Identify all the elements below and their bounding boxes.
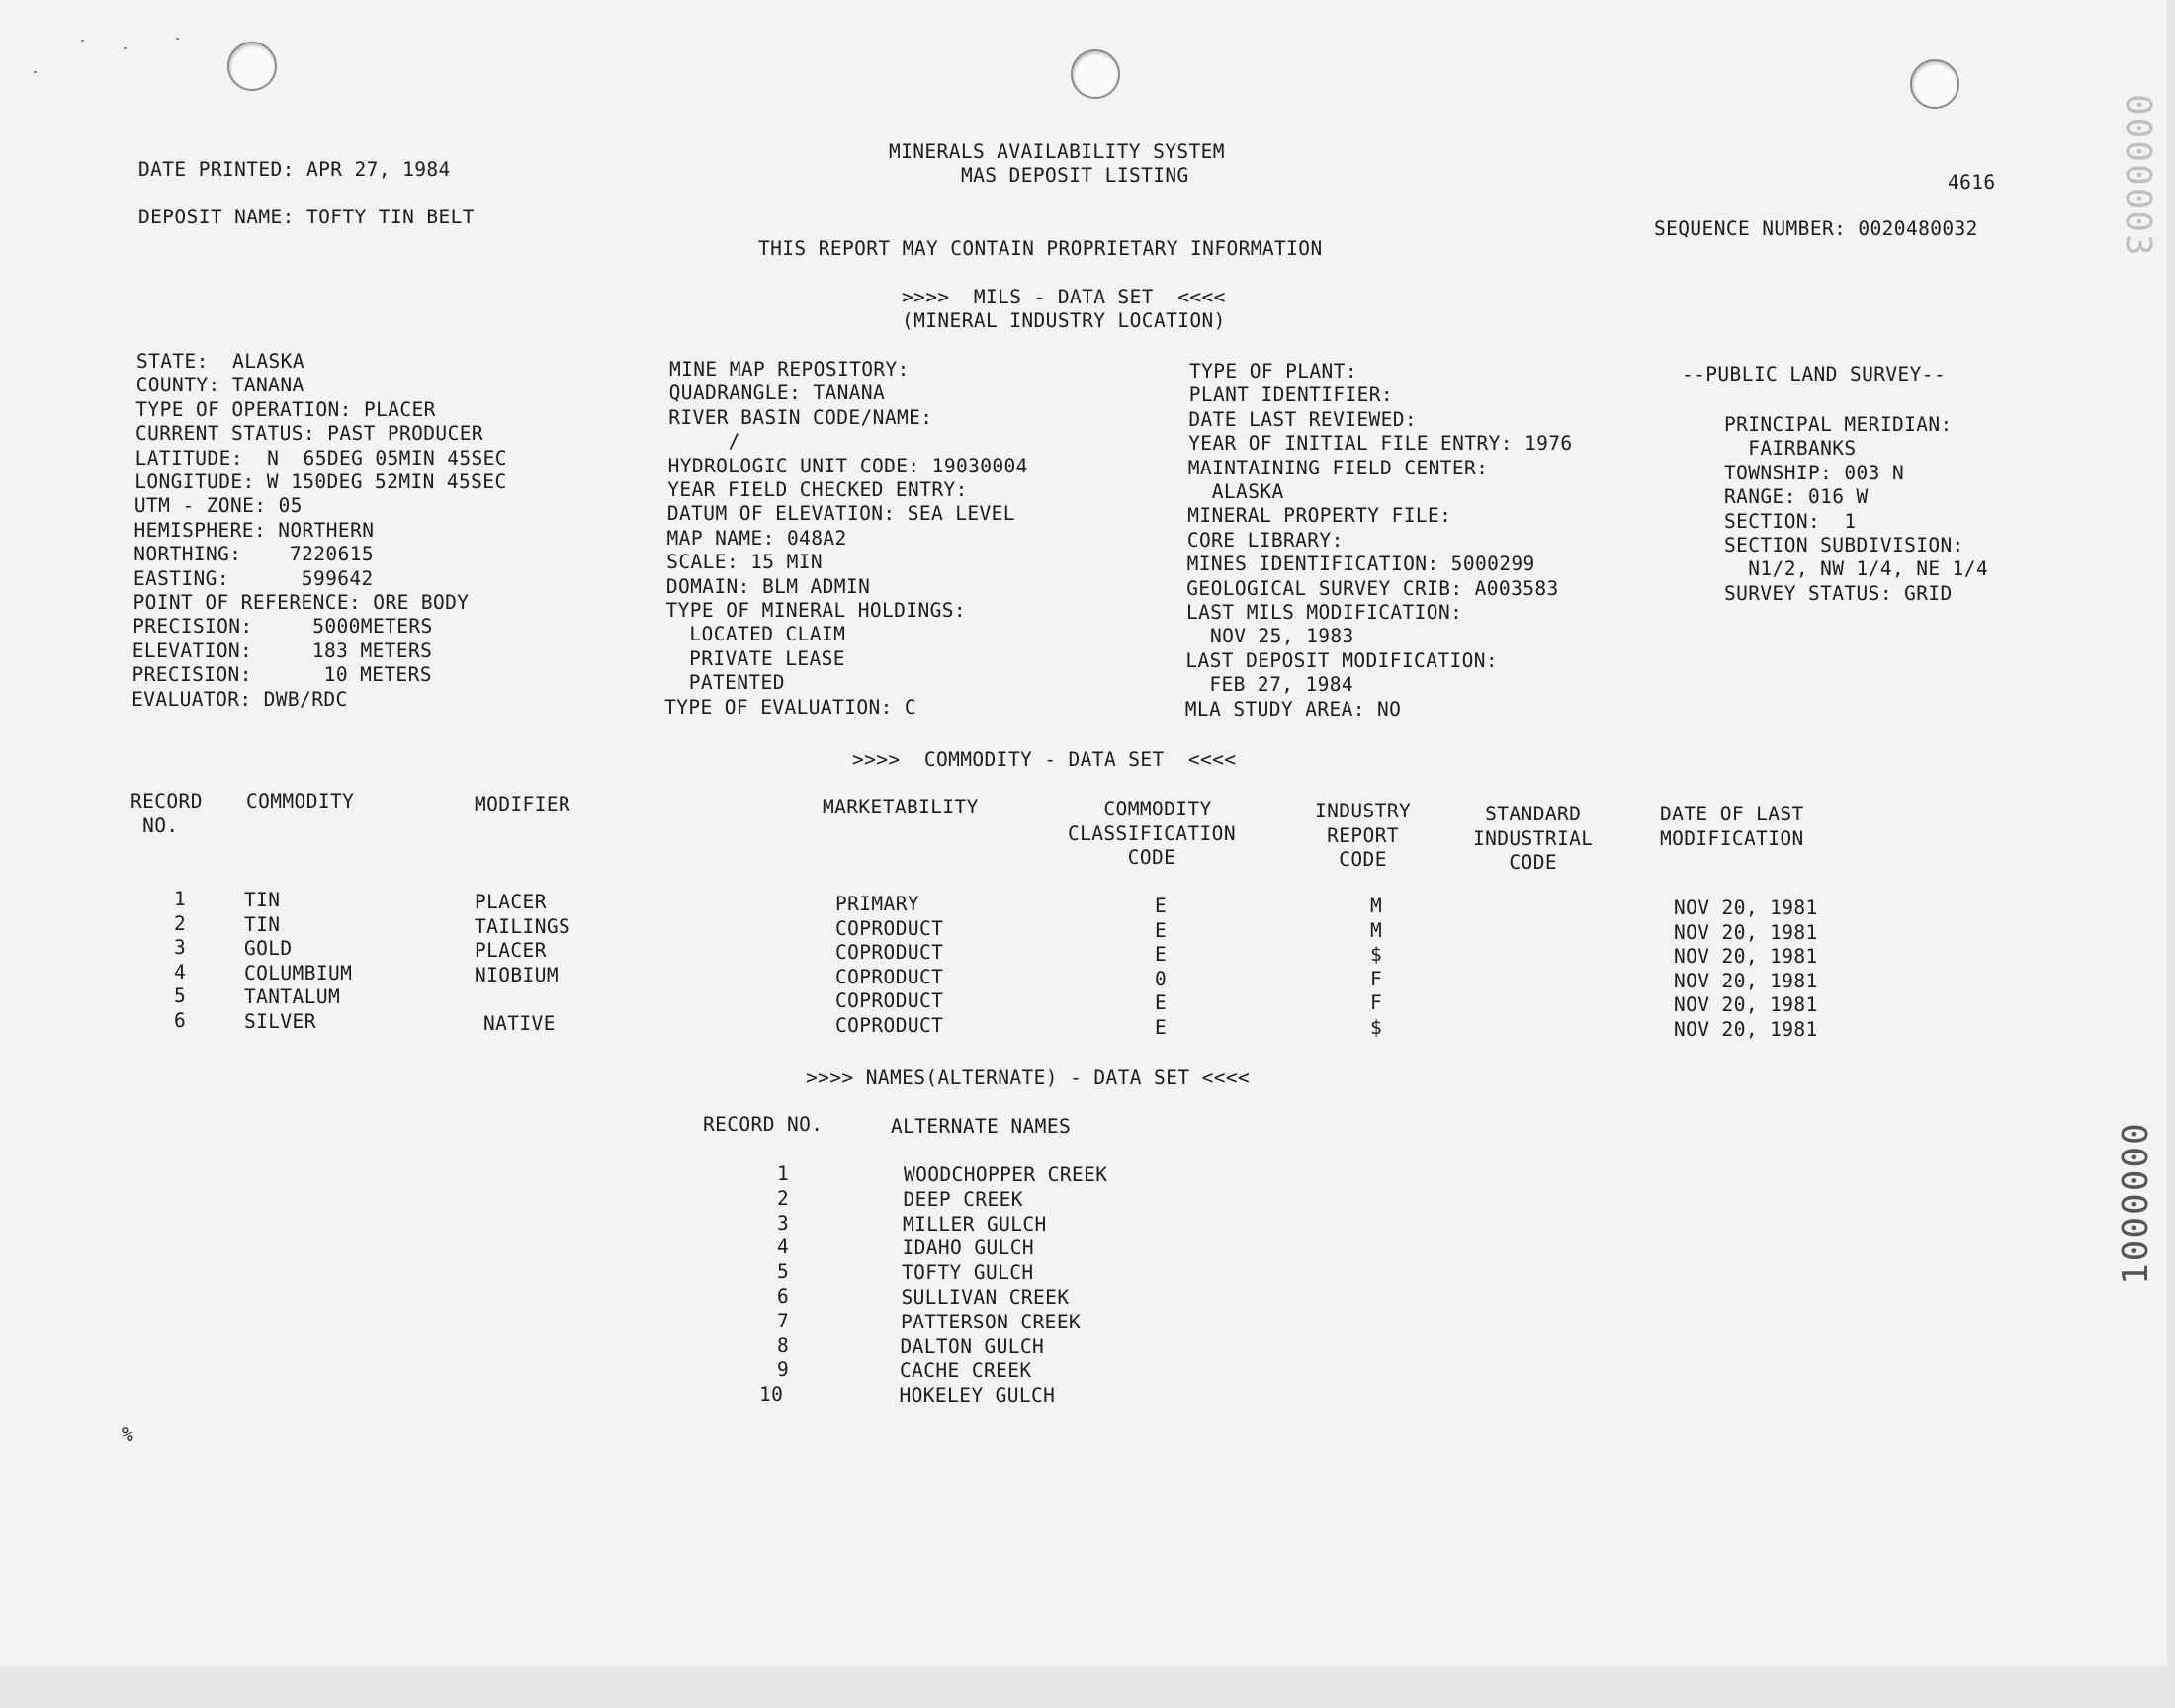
punch-hole-left [227, 42, 277, 91]
location-field: MINES IDENTIFICATION: 5000299 [1186, 553, 1535, 576]
location-field: GEOLOGICAL SURVEY CRIB: A003583 [1186, 576, 1559, 600]
location-field: MAP NAME: 048A2 [666, 526, 847, 550]
commodity-classification-code: 0 [1155, 967, 1168, 990]
commodity-modification-date: NOV 20, 1981 [1674, 945, 1818, 969]
header-standard-industrial-code: STANDARD INDUSTRIAL CODE [1473, 803, 1594, 874]
location-field: PRECISION: 10 METERS [131, 663, 432, 687]
location-field: NORTHING: 7220615 [133, 543, 374, 566]
commodity-name: SILVER [244, 1010, 316, 1033]
land-survey-title: --PUBLIC LAND SURVEY-- [1682, 363, 1947, 385]
system-title: MINERALS AVAILABILITY SYSTEM [889, 140, 1225, 163]
header-industry-report-code: INDUSTRY REPORT CODE [1315, 800, 1412, 871]
commodity-classification-code: E [1155, 1016, 1168, 1039]
location-field: LOCATED CLAIM [665, 623, 846, 646]
commodity-modifier: TAILINGS [475, 914, 571, 938]
location-field: CORE LIBRARY: [1186, 528, 1344, 552]
location-field: HYDROLOGIC UNIT CODE: 19030004 [667, 454, 1028, 477]
header-marketability: MARKETABILITY [823, 796, 979, 818]
location-field: LATITUDE: N 65DEG 05MIN 45SEC [134, 446, 507, 470]
commodity-marketability: COPRODUCT [835, 989, 944, 1013]
location-field: LONGITUDE: W 150DEG 52MIN 45SEC [134, 470, 507, 493]
commodity-modifier: NIOBIUM [475, 963, 559, 986]
listing-title: MAS DEPOSIT LISTING [961, 164, 1189, 187]
names-record-no: 4 [777, 1236, 790, 1259]
commodity-report-code: M [1370, 918, 1383, 942]
punch-hole-center [1071, 49, 1120, 99]
location-field: UTM - ZONE: 05 [133, 494, 303, 518]
commodity-marketability: COPRODUCT [835, 965, 944, 988]
side-stamp-number: 1000000 [2116, 1121, 2156, 1285]
alternate-name: TOFTY GULCH [902, 1261, 1034, 1285]
commodity-report-code: $ [1370, 943, 1383, 967]
alternate-name: MILLER GULCH [903, 1212, 1047, 1236]
commodity-record-no: 2 [174, 911, 187, 935]
location-field: TYPE OF OPERATION: PLACER [135, 397, 436, 421]
land-survey-field: RANGE: 016 W [1724, 485, 1869, 509]
location-field: TYPE OF MINERAL HOLDINGS: [665, 599, 966, 622]
header-date-of-last-modification: DATE OF LAST MODIFICATION [1660, 803, 1804, 850]
location-field: LAST DEPOSIT MODIFICATION: [1185, 648, 1499, 672]
commodity-report-code: $ [1370, 1016, 1383, 1039]
mils-subtitle: (MINERAL INDUSTRY LOCATION) [902, 309, 1226, 332]
location-field: DATUM OF ELEVATION: SEA LEVEL [666, 502, 1015, 526]
location-field: ALASKA [1187, 480, 1284, 503]
commodity-name: COLUMBIUM [244, 961, 353, 984]
location-field: FEB 27, 1984 [1185, 673, 1354, 697]
location-field: YEAR OF INITIAL FILE ENTRY: 1976 [1188, 432, 1573, 456]
location-field: EVALUATOR: DWB/RDC [131, 687, 348, 711]
commodity-marketability: COPRODUCT [835, 916, 944, 940]
names-record-no: 3 [777, 1211, 790, 1235]
location-field: MAINTAINING FIELD CENTER: [1187, 456, 1489, 479]
date-printed: DATE PRINTED: APR 27, 1984 [138, 158, 451, 181]
names-record-no: 8 [777, 1333, 790, 1357]
location-field: CURRENT STATUS: PAST PRODUCER [134, 422, 483, 446]
land-survey-field: FAIRBANKS [1724, 437, 1857, 461]
commodity-name: TIN [244, 912, 281, 936]
alternate-name: DEEP CREEK [903, 1187, 1023, 1211]
header-modifier: MODIFIER [475, 793, 571, 815]
commodity-name: GOLD [244, 937, 293, 961]
sequence-number: SEQUENCE NUMBER: 0020480032 [1654, 217, 1978, 240]
side-stamp-faint-number: 0000003 [2118, 94, 2158, 258]
land-survey-field: SECTION: 1 [1724, 509, 1857, 533]
commodity-record-no: 3 [174, 936, 187, 960]
location-field: STATE: ALASKA [136, 350, 304, 373]
commodity-modification-date: NOV 20, 1981 [1674, 920, 1818, 944]
land-survey-field: SECTION SUBDIVISION: [1724, 534, 1964, 556]
location-field: ELEVATION: 183 METERS [131, 639, 433, 662]
commodity-classification-code: E [1155, 991, 1168, 1015]
commodity-report-code: M [1370, 895, 1383, 917]
names-header-alternate-names: ALTERNATE NAMES [891, 1115, 1072, 1138]
alternate-name: PATTERSON CREEK [901, 1310, 1082, 1333]
header-commodity: COMMODITY [246, 790, 355, 812]
location-field: DATE LAST REVIEWED: [1188, 407, 1418, 431]
location-field: DOMAIN: BLM ADMIN [665, 574, 871, 598]
names-record-no: 9 [777, 1358, 790, 1382]
commodity-modifier: NATIVE [483, 1012, 556, 1035]
speck [124, 47, 127, 49]
commodity-report-code: F [1370, 991, 1383, 1015]
commodity-modification-date: NOV 20, 1981 [1674, 993, 1818, 1017]
speck [34, 71, 37, 73]
page-number: 4616 [1948, 171, 1996, 194]
commodity-record-no: 6 [174, 1009, 187, 1032]
alternate-name: HOKELEY GULCH [899, 1384, 1056, 1408]
location-field: MLA STUDY AREA: NO [1184, 697, 1402, 721]
land-survey-field: TOWNSHIP: 003 N [1724, 461, 1905, 484]
commodity-name: TIN [244, 889, 281, 911]
commodity-modifier: PLACER [475, 891, 547, 913]
commodity-title: >>>> COMMODITY - DATA SET <<<< [852, 748, 1237, 771]
location-field: TYPE OF PLANT: [1189, 360, 1357, 383]
location-field: / [667, 430, 740, 454]
location-field: SCALE: 15 MIN [666, 551, 824, 574]
commodity-classification-code: E [1155, 918, 1168, 942]
commodity-modification-date: NOV 20, 1981 [1674, 1018, 1818, 1041]
commodity-record-no: 5 [174, 984, 187, 1008]
alternate-name: IDAHO GULCH [902, 1237, 1035, 1260]
location-field: PATENTED [664, 671, 785, 695]
names-record-no: 1 [777, 1162, 790, 1185]
commodity-record-no: 4 [174, 960, 187, 983]
location-field: RIVER BASIN CODE/NAME: [668, 405, 933, 429]
alternate-name: CACHE CREEK [900, 1359, 1032, 1383]
names-title: >>>> NAMES(ALTERNATE) - DATA SET <<<< [806, 1067, 1251, 1089]
footer-percent-mark: % [122, 1423, 134, 1446]
location-field: LAST MILS MODIFICATION: [1186, 601, 1463, 624]
deposit-name: DEPOSIT NAME: TOFTY TIN BELT [138, 206, 475, 228]
location-field: MINE MAP REPOSITORY: [669, 358, 910, 381]
location-field: NOV 25, 1983 [1185, 625, 1354, 648]
commodity-modifier: PLACER [475, 939, 547, 963]
header-classification-code: COMMODITY CLASSIFICATION CODE [1068, 798, 1236, 869]
commodity-classification-code: E [1155, 895, 1168, 917]
land-survey-field: N1/2, NW 1/4, NE 1/4 [1724, 557, 1989, 581]
land-survey-field: SURVEY STATUS: GRID [1724, 581, 1953, 605]
names-record-no: 6 [777, 1285, 790, 1308]
commodity-marketability: COPRODUCT [835, 941, 944, 965]
commodity-marketability: PRIMARY [835, 893, 919, 915]
land-survey-field: PRINCIPAL MERIDIAN: [1724, 413, 1953, 436]
punch-hole-right [1910, 59, 1959, 109]
alternate-name: WOODCHOPPER CREEK [904, 1163, 1108, 1186]
commodity-classification-code: E [1155, 943, 1168, 967]
names-record-no: 5 [777, 1260, 790, 1284]
location-field: QUADRANGLE: TANANA [668, 382, 886, 405]
location-field: PRECISION: 5000METERS [132, 615, 433, 639]
names-record-no: 2 [777, 1186, 790, 1210]
commodity-modification-date: NOV 20, 1981 [1674, 969, 1818, 992]
location-field: YEAR FIELD CHECKED ENTRY: [667, 478, 968, 501]
location-field: HEMISPHERE: NORTHERN [133, 518, 375, 542]
location-field: TYPE OF EVALUATION: C [664, 695, 917, 719]
names-record-no: 7 [777, 1309, 790, 1332]
location-field: PRIVATE LEASE [664, 646, 845, 670]
location-field: MINERAL PROPERTY FILE: [1187, 504, 1452, 528]
commodity-report-code: F [1370, 967, 1383, 990]
speck [176, 38, 179, 40]
header-record-no: RECORD NO. [130, 790, 203, 837]
location-field: PLANT IDENTIFIER: [1188, 384, 1394, 407]
location-field: EASTING: 599642 [132, 566, 374, 590]
speck [81, 40, 84, 42]
proprietary-notice: THIS REPORT MAY CONTAIN PROPRIETARY INFORMATION [758, 237, 1323, 260]
location-field: POINT OF REFERENCE: ORE BODY [132, 591, 470, 614]
commodity-name: TANTALUM [244, 985, 341, 1009]
alternate-name: DALTON GULCH [900, 1334, 1045, 1358]
commodity-record-no: 1 [174, 888, 187, 910]
names-header-record-no: RECORD NO. [703, 1113, 824, 1136]
commodity-modification-date: NOV 20, 1981 [1674, 897, 1818, 919]
names-record-no: 10 [759, 1383, 784, 1407]
commodity-marketability: COPRODUCT [835, 1014, 944, 1037]
location-field: COUNTY: TANANA [135, 374, 304, 397]
mils-title: >>>> MILS - DATA SET <<<< [902, 286, 1226, 308]
alternate-name: SULLIVAN CREEK [901, 1286, 1070, 1309]
